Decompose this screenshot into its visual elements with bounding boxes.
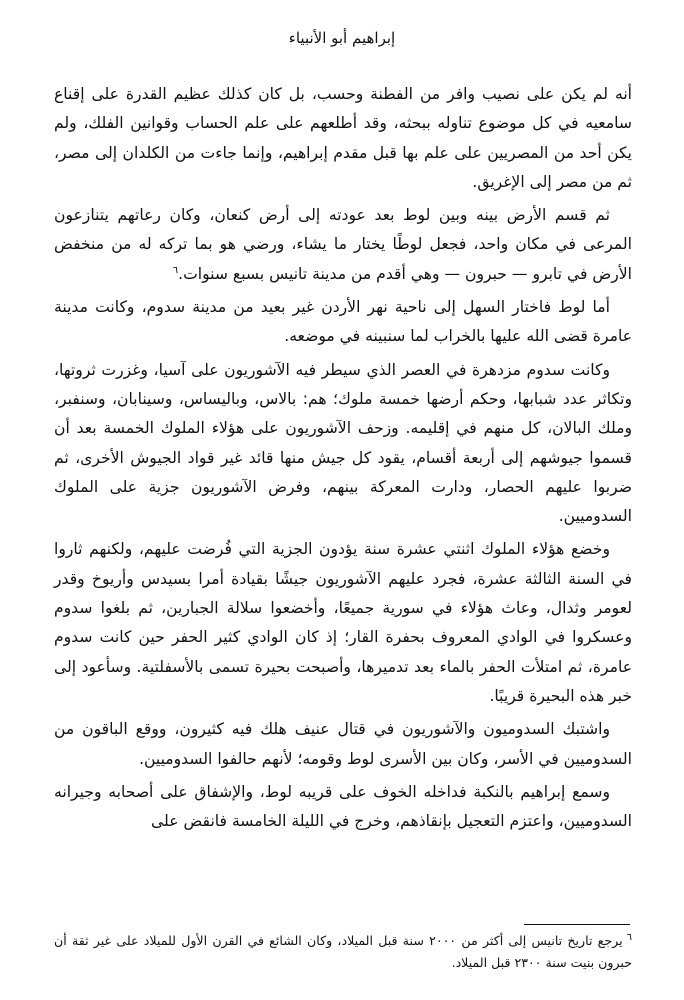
footnote-mark: ٦	[626, 931, 632, 943]
footnote-divider	[524, 924, 630, 925]
paragraph-text: وكانت سدوم مزدهرة في العصر الذي سيطر فيه الآشوريون على آسيا، وغزرت ثروتها، وتكاثر عدد شبابها، وحكم أرضها خمسة ملوك؛ هم: بالاس، وباليساس، وسينابان، وسنفبر، وملك البالان، كل منهم في إقليمه. وزحف الآشوريون على هؤلاء الملوك الخمسة بعد أن قسموا جيوشهم إلى أربعة أقسام، يقود كل جيش منها قائد غير قواد الجيوش الأخرى، ثم ضربوا عليهم الحصار، ودارت المعركة بينهم، وفرض الآشوريون جزية على الملوك السدوميين.	[54, 360, 632, 526]
running-header: إبراهيم أبو الأنبياء	[288, 29, 396, 47]
paragraph-text: وخضع هؤلاء الملوك اثنتي عشرة سنة يؤدون الجزية التي فُرضت عليهم، ولكنهم ثاروا في السنة الثالثة عشرة، فجرد عليهم الآشوريون جيشًا بقيادة أمرا بسيدس وأريوخ وقدر لعومر وثدال، وعاث هؤلاء في سورية جميعًا، وأخضعوا سلالة الجبارين، ثم بلغوا سدوم وعسكروا في الوادي المعروف بحفرة القار؛ إذ كان الوادي كثير الحفر حين كانت سدوم عامرة، ثم امتلأت الحفر بالماء بعد تدميرها، وأصبحت بحيرة تسمى بالأسفلتية. وسأعود إلى خبر هذه البحيرة قريبًا.	[54, 540, 632, 705]
paragraph-text: ثم قسم الأرض بينه وبين لوط بعد عودته إلى أرض كنعان، وكان رعاتهم يتنازعون المرعى في مكان واحد، فجعل لوطًا يختار ما يشاء، ورضي هو بما تركه له من منخفض الأرض في تابرو — حبرون — وهي أقدم من مدينة تانيس بسبع سنوات.	[54, 206, 632, 283]
paragraph-text: أنه لم يكن على نصيب وافر من الفطنة وحسب، بل كان كذلك عظيم القدرة على إقناع سامعيه في كل موضوع تناوله ببحثه، وقد أطلعهم على علم الحساب وقوانين الفلك، ولم يكن أحد من المصريين على علم بها قبل مقدم إبراهيم، وإنما جاءت من الكلدان إلى مصر، ثم من مصر إلى الإغريق.	[54, 85, 632, 191]
paragraph	[54, 715, 632, 774]
paragraph	[54, 293, 632, 352]
footnote-reference[interactable]: ٦	[172, 264, 179, 276]
footnote-text: يرجع تاريخ تانيس إلى أكثر من ٢٠٠٠ سنة قبل الميلاد، وكان الشائع في القرن الأول للميلاد على غير ثقة أن حبرون بنيت سنة ٢٣٠٠ قبل الميلاد.	[54, 933, 632, 970]
paragraph-text: واشتبك السدوميون والآشوريون في قتال عنيف هلك فيه كثيرون، ووقع الباقون من السدوميين في الأسر، وكان بين الأسرى لوط وقومه؛ لأنهم حالفوا السدوميين.	[54, 720, 632, 768]
paragraph	[54, 80, 632, 197]
paragraph	[54, 778, 632, 837]
paragraph	[54, 201, 632, 289]
footnote	[54, 930, 632, 974]
paragraph-text: أما لوط فاختار السهل إلى ناحية نهر الأردن غير بعيد من مدينة سدوم، وكانت مدينة عامرة قضى الله عليها بالخراب لما سنبينه في موضعه.	[54, 298, 632, 346]
paragraph	[54, 535, 632, 711]
paragraph	[54, 356, 632, 532]
body-text	[54, 80, 632, 840]
paragraph-text: وسمع إبراهيم بالنكبة فداخله الخوف على قريبه لوط، والإشفاق على أصحابه وجيرانه السدوميين، واعتزم التعجيل بإنقاذهم، وخرج في الليلة الخامسة فانقض على	[54, 782, 632, 831]
